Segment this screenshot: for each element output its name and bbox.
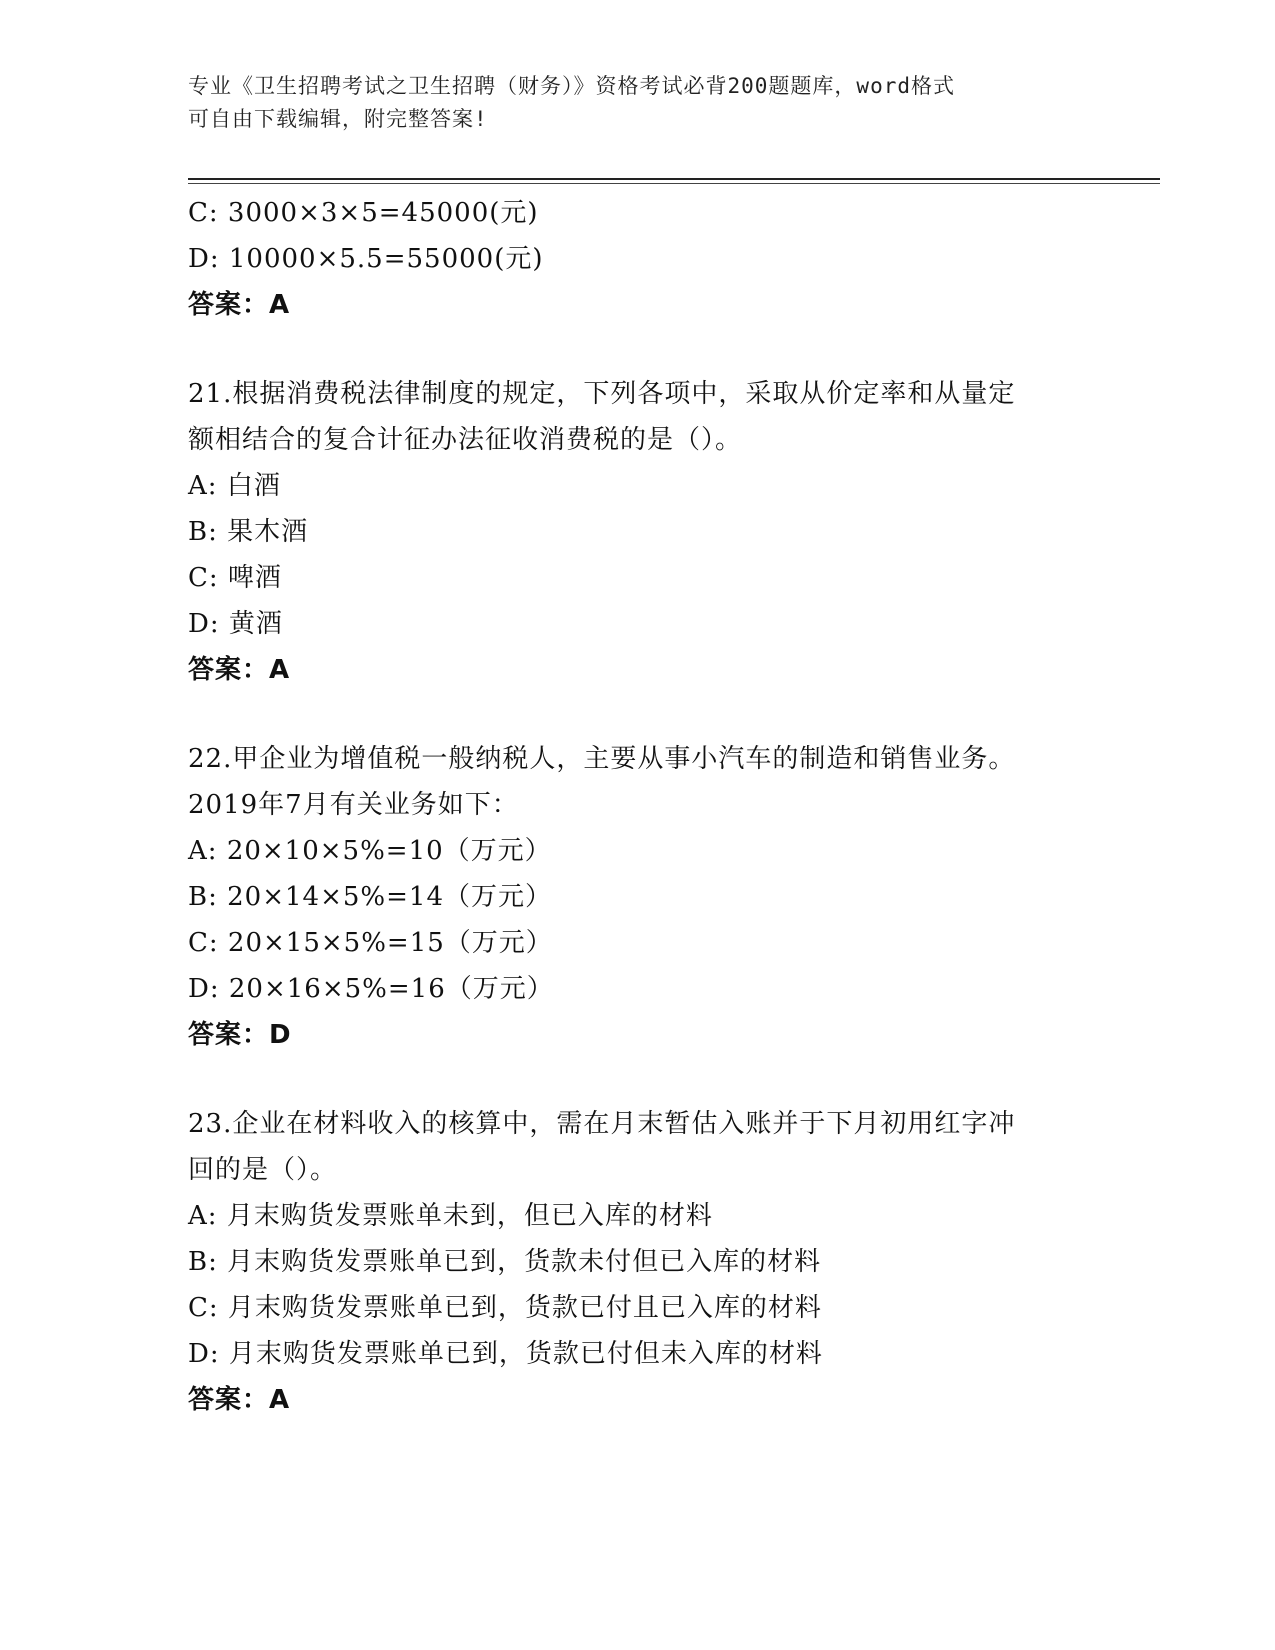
question-stem-line: 2019年7月有关业务如下： bbox=[188, 790, 519, 820]
option-letter: A: bbox=[188, 471, 218, 501]
option-d bbox=[188, 236, 1088, 282]
option-text: 20×14×5%=14（万元） bbox=[227, 882, 552, 912]
header-line-2: 可自由下载编辑，附完整答案! bbox=[188, 107, 488, 131]
header-divider-thin bbox=[188, 183, 1160, 184]
option-a bbox=[188, 463, 1088, 509]
option-letter: B: bbox=[188, 1247, 218, 1277]
option-letter: D: bbox=[188, 1339, 220, 1369]
document-header bbox=[188, 70, 1068, 136]
option-c bbox=[188, 555, 1088, 601]
question-stem-line: 23.企业在材料收入的核算中，需在月末暂估入账并于下月初用红字冲 bbox=[188, 1109, 1016, 1139]
option-text: 月末购货发票账单未到，但已入库的材料 bbox=[226, 1201, 713, 1231]
question-stem-line: 回的是（）。 bbox=[188, 1155, 338, 1185]
option-b bbox=[188, 509, 1088, 555]
option-letter: D: bbox=[188, 609, 220, 639]
question-23 bbox=[188, 1101, 1088, 1423]
header-divider bbox=[188, 178, 1160, 180]
option-text: 月末购货发票账单已到，货款已付且已入库的材料 bbox=[227, 1293, 822, 1323]
option-text: 20×10×5%=10（万元） bbox=[226, 836, 552, 866]
previous-question bbox=[188, 190, 1088, 328]
option-a bbox=[188, 1193, 1088, 1239]
option-letter: C: bbox=[188, 563, 219, 593]
option-c bbox=[188, 190, 1088, 236]
option-a bbox=[188, 828, 1088, 874]
option-b bbox=[188, 874, 1088, 920]
option-d bbox=[188, 1331, 1088, 1377]
option-letter: D: bbox=[188, 974, 220, 1004]
question-stem-line: 22.甲企业为增值税一般纳税人，主要从事小汽车的制造和销售业务。 bbox=[188, 744, 1016, 774]
option-text: 月末购货发票账单已到，货款未付但已入库的材料 bbox=[227, 1247, 822, 1277]
question-list bbox=[188, 190, 1088, 1423]
question-21 bbox=[188, 371, 1088, 693]
option-c bbox=[188, 1285, 1088, 1331]
answer-line: 答案：D bbox=[188, 1020, 292, 1050]
question-22 bbox=[188, 736, 1088, 1058]
option-text: 果木酒 bbox=[227, 517, 309, 547]
option-d bbox=[188, 966, 1088, 1012]
option-letter: A: bbox=[188, 1201, 218, 1231]
option-letter: B: bbox=[188, 882, 218, 912]
option-d bbox=[188, 601, 1088, 647]
question-stem-line: 21.根据消费税法律制度的规定，下列各项中，采取从价定率和从量定 bbox=[188, 379, 1016, 409]
option-text: 3000×3×5=45000(元) bbox=[227, 198, 539, 228]
option-b bbox=[188, 1239, 1088, 1285]
option-letter: D: bbox=[188, 244, 220, 274]
option-text: 20×16×5%=16（万元） bbox=[228, 974, 554, 1004]
answer-line: 答案：A bbox=[188, 655, 291, 685]
option-text: 20×15×5%=15（万元） bbox=[227, 928, 553, 958]
question-stem-line: 额相结合的复合计征办法征收消费税的是（）。 bbox=[188, 425, 743, 455]
option-text: 月末购货发票账单已到，货款已付但未入库的材料 bbox=[228, 1339, 823, 1369]
option-letter: A: bbox=[188, 836, 218, 866]
option-letter: B: bbox=[188, 517, 218, 547]
option-letter: C: bbox=[188, 1293, 219, 1323]
answer-line: 答案：A bbox=[188, 1385, 291, 1415]
answer-line: 答案：A bbox=[188, 290, 291, 320]
option-text: 白酒 bbox=[226, 471, 281, 501]
option-text: 啤酒 bbox=[227, 563, 282, 593]
header-line-1: 专业《卫生招聘考试之卫生招聘（财务）》资格考试必背200题题库，word格式 bbox=[188, 74, 955, 98]
option-c bbox=[188, 920, 1088, 966]
option-text: 10000×5.5=55000(元) bbox=[228, 244, 544, 274]
option-text: 黄酒 bbox=[228, 609, 283, 639]
option-letter: C: bbox=[188, 198, 219, 228]
option-letter: C: bbox=[188, 928, 219, 958]
